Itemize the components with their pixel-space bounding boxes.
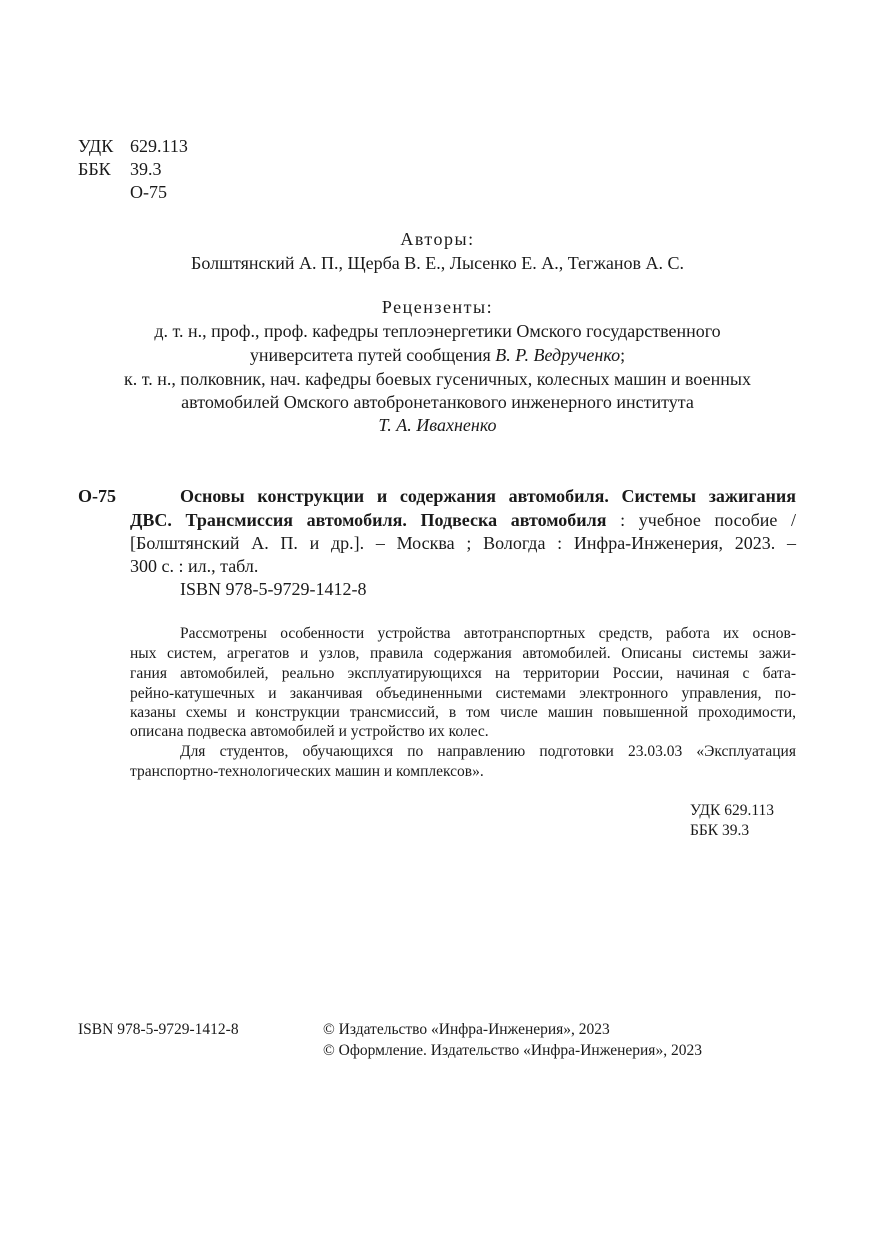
entry-title-line2 bbox=[130, 510, 796, 531]
udk-value: 629.113 bbox=[130, 136, 188, 156]
udk-label: УДК bbox=[78, 136, 114, 156]
abstract-line: ных систем, агрегатов и узлов, правила содержания автомобилей. Описаны системы зажи- bbox=[130, 645, 796, 662]
footer-isbn: ISBN 978-5-9729-1412-8 bbox=[78, 1021, 239, 1038]
author-mark: О-75 bbox=[130, 182, 167, 202]
abstract-line: гания автомобилей, реально эксплуатирующихся на территории России, начиная с бата- bbox=[130, 665, 796, 682]
abstract-line: казаны схемы и конструкции трансмиссий, в том числе машин повышенной проходимости, bbox=[130, 704, 796, 721]
abstract-line: описана подвеска автомобилей и устройство их колес. bbox=[130, 723, 489, 740]
entry-pages: 300 с. : ил., табл. bbox=[130, 556, 259, 576]
copyright-publisher: © Издательство «Инфра-Инженерия», 2023 bbox=[323, 1021, 610, 1038]
entry-mark: О-75 bbox=[78, 486, 116, 506]
entry-imprint: [Болштянский А. П. и др.]. – Москва ; Вологда : Инфра-Инженерия, 2023. – bbox=[130, 533, 796, 553]
abstract-udk: УДК 629.113 bbox=[690, 802, 774, 819]
authors-heading: Авторы: bbox=[400, 229, 475, 249]
reviewer1-punct: ; bbox=[620, 345, 626, 365]
reviewer1-affiliation: университета путей сообщения bbox=[249, 345, 496, 365]
audience-line: транспортно-технологических машин и комплексов». bbox=[130, 763, 484, 780]
reviewer2-line2: автомобилей Омского автобронетанкового инженерного института bbox=[181, 392, 694, 412]
abstract-line: рейно-катушечных и заканчивая объединенными системами электронного управления, по- bbox=[130, 685, 796, 702]
reviewer2-line1: к. т. н., полковник, нач. кафедры боевых гусеничных, колесных машин и военных bbox=[124, 369, 751, 389]
reviewer2-name: Т. А. Ивахненко bbox=[378, 415, 497, 435]
reviewer1-line2 bbox=[0, 345, 875, 366]
authors-names: Болштянский А. П., Щерба В. Е., Лысенко Е. А., Тегжанов А. С. bbox=[191, 253, 684, 273]
entry-isbn: ISBN 978-5-9729-1412-8 bbox=[180, 579, 367, 599]
reviewer1-name: В. Р. Ведрученко bbox=[495, 345, 621, 365]
entry-title-line1: Основы конструкции и содержания автомобиля. Системы зажигания bbox=[180, 486, 796, 506]
entry-title-line2-bold: ДВС. Трансмиссия автомобиля. Подвеска автомобиля bbox=[130, 510, 607, 530]
audience-line: Для студентов, обучающихся по направлению подготовки 23.03.03 «Эксплуатация bbox=[180, 743, 796, 760]
reviewers-heading: Рецензенты: bbox=[381, 297, 494, 317]
abstract-line: Рассмотрены особенности устройства автотранспортных средств, работа их основ- bbox=[180, 625, 796, 642]
entry-title-line2-rest: : учебное пособие / bbox=[606, 510, 796, 530]
copyright-design: © Оформление. Издательство «Инфра-Инженерия», 2023 bbox=[323, 1042, 702, 1059]
bbk-label: ББК bbox=[78, 159, 111, 179]
bbk-value: 39.3 bbox=[130, 159, 162, 179]
abstract-bbk: ББК 39.3 bbox=[690, 822, 750, 839]
reviewer1-line1: д. т. н., проф., проф. кафедры теплоэнергетики Омского государственного bbox=[154, 321, 721, 341]
